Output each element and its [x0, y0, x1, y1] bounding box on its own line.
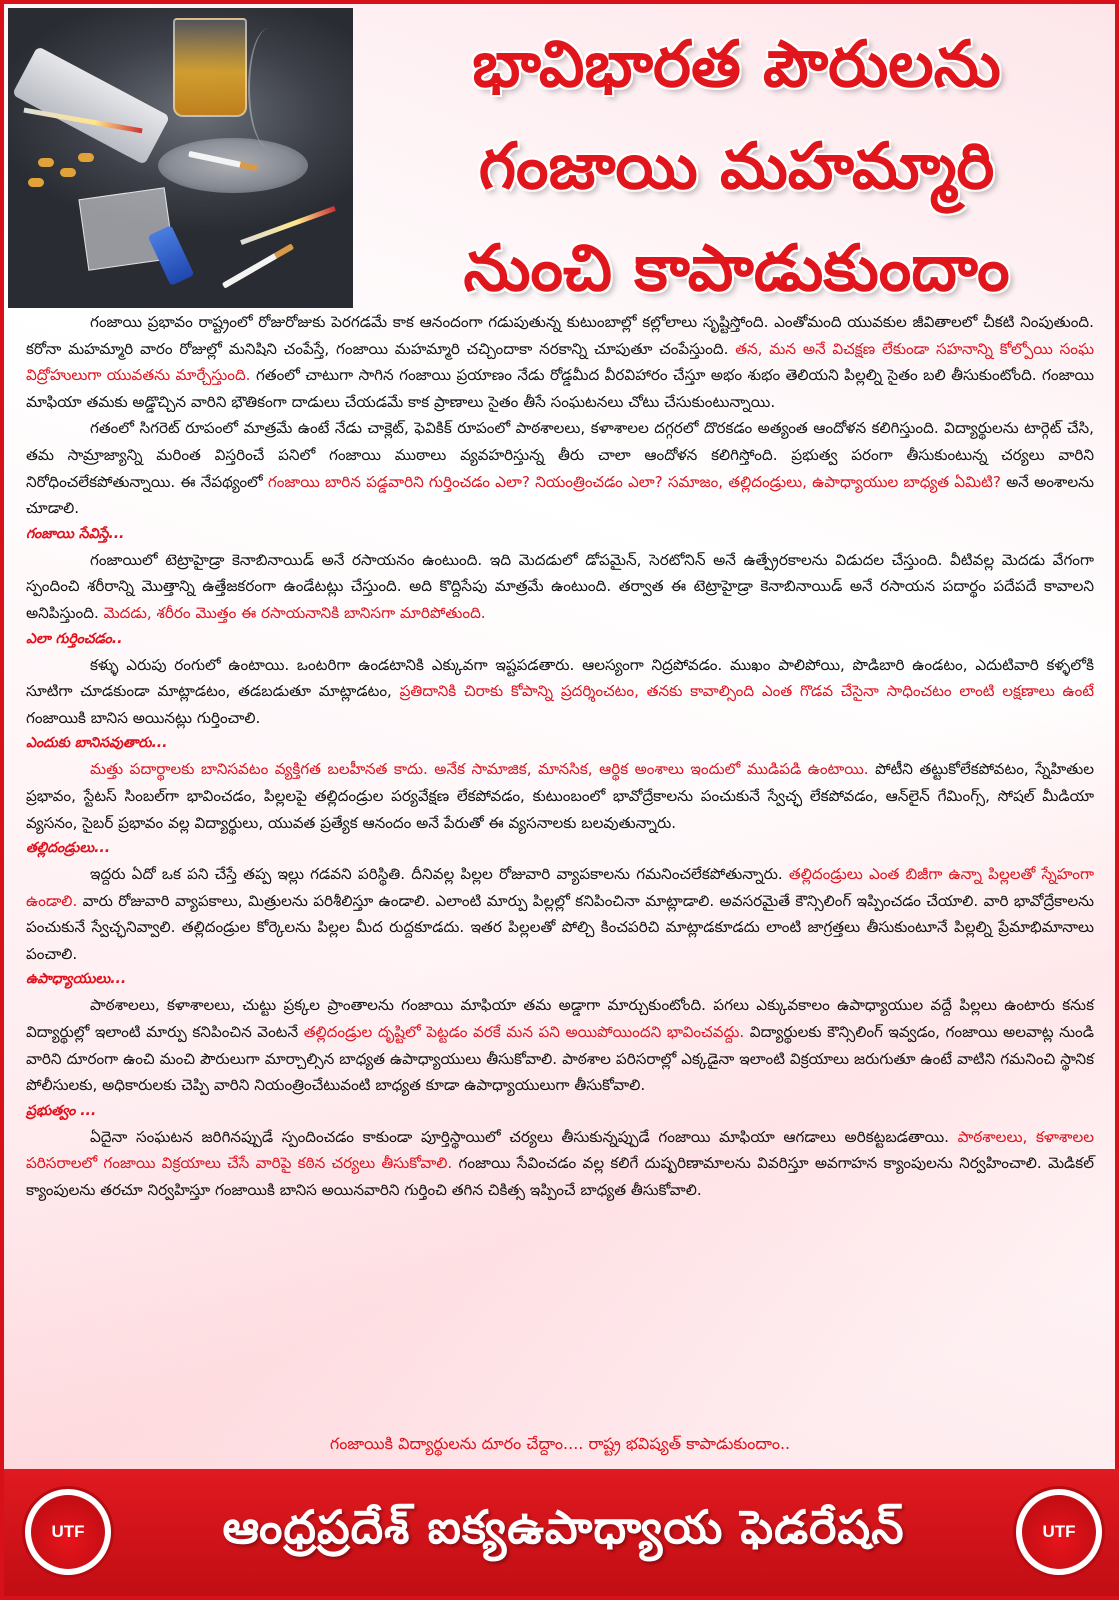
section-heading-effects: గంజాయి సేవిస్తే...	[26, 525, 125, 542]
footer-banner	[4, 1469, 1119, 1596]
text-run: గంజాయి ప్రభావం రాష్ట్రంలో రోజురోజుకు పెరగడమే కాక ఆనందంగా గడుపుతున్న కుటుంబాల్లో కల్లోలాలు సృష్టిస్తోంది. ఎంతోమంది యువకుల జీవితాలలో చీకటి నింపుతుంది. కరోనా మహమ్మారి వారం రోజుల్లో మనిషిని చంపేస్తే, గంజాయి మహమ్మారి చచ్చిందాకా నరకాన్ని చూపుతూ చంపేస్తుంది.	[26, 313, 1094, 358]
section-heading-teachers: ఉపాధ్యాయులు...	[26, 971, 127, 988]
highlight-text: తల్లిదండ్రుల దృష్టిలో పెట్టడం వరకే మన పని అయిపోయిందని భావించవద్దు.	[303, 1023, 745, 1042]
poster-title	[364, 22, 1109, 312]
text-run: వారు రోజువారి వ్యాపకాలు, మిత్రులను పరిశీలిస్తూ ఉండాలి. ఎలాంటి మార్పు పిల్లల్లో కనిపించినా మాట్లాడాలి. అవసరమైతే కౌన్సిలింగ్ ఇప్పించడం చేయాలి. వారి భావోద్రేకాలను పంచుకునే స్వేచ్ఛనివ్వాలి. తల్లిదండ్రుల కోర్కెలను పిల్లల మీద రుద్దకూడదు. ఇతర పిల్లలతో పోల్చి కించపరిచి మాట్లాడకూడదు లాంటి జాగ్రత్తలు తీసుకుంటూనే పిల్లల్ని ప్రేమాభిమానాలు పంచాలి.	[26, 891, 1095, 963]
text-run: అనే అంశాలను చూడాలి.	[26, 472, 1095, 518]
whisky-glass-graphic	[173, 18, 247, 117]
text-run: గంజాయికి బానిస అయినట్లు గుర్తించాలి.	[26, 708, 261, 727]
highlight-text: తన, మన అనే విచక్షణ లేకుండా సహనాన్ని కోల్పోయి సంఘ విద్రోహులుగా యువతను మార్చేస్తుంది.	[26, 339, 1095, 385]
intro-paragraph-2	[26, 415, 1094, 521]
section-heading-why-addicted: ఎందుకు బానిసవుతారు...	[26, 735, 168, 752]
utf-logo-text: UTF	[1022, 1495, 1096, 1569]
text-run: పోటీని తట్టుకోలేకపోవటం, స్నేహితుల ప్రభావం, స్టేటస్ సింబల్‌గా భావించడం, పిల్లలపై తల్లిదండ్రుల పర్యవేక్షణ లేకపోవడం, కుటుంబంలో భావోద్రేకాలను పంచుకునే స్వేచ్ఛ లేకపోవడం, ఆన్‌లైన్ గేమింగ్స్, సోషల్ మీడియా వ్యసనం, సైబర్ ప్రభావం వల్ల విద్యార్థులు, యువత ప్రత్యేక ఆనందం అనే పేరుతో ఈ వ్యసనాలకు బలవుతున్నారు.	[26, 760, 1094, 832]
utf-logo-text: UTF	[31, 1495, 105, 1569]
closing-slogan: గంజాయికి విద్యార్థులను దూరం చేద్దాం.... రాష్ట్ర భవిష్యత్ కాపాడుకుందాం..	[329, 1434, 791, 1453]
pill-graphic	[28, 178, 44, 187]
intro-paragraph-1	[26, 309, 1094, 415]
pill-bottle-graphic	[12, 46, 170, 165]
section-paragraph-why-addicted	[26, 756, 1094, 836]
text-run: పాఠశాలలు, కళాశాలలు, చుట్టు ప్రక్కల ప్రాంతాలను గంజాయి మాఫియా తమ అడ్డాగా మార్చుకుంటోంది. పగలు ఎక్కువకాలం ఉపాధ్యాయుల వద్దే పిల్లలు ఉంటారు కనుక విద్యార్థుల్లో ఇలాంటి మార్పు కనిపించిన వెంటనే	[26, 996, 1094, 1042]
syringe-graphic	[240, 206, 336, 245]
highlight-text: తల్లిదండ్రులు ఎంత బిజీగా ఉన్నా పిల్లలతో స్నేహంగా ఉండాలి.	[26, 865, 1094, 910]
text-run: గతంలో సిగరెట్ రూపంలో మాత్రమే ఉంటే నేడు చాక్లెట్, ఫెవికిక్ రూపంలో పాఠశాలలు, కళాశాలల దగ్గరలో దొరకడం అత్యంత ఆందోళన కలిగిస్తుంది. విద్యార్థులను టార్గెట్ చేసి, తమ సామ్రాజ్యాన్ని మరింత విస్తరించే పనిలో గంజాయి ముఠాలు వ్యవహరిస్తున్న తీరు చాలా ఆందోళన కలిగిస్తోంది. ప్రభుత్వ పరంగా తీసుకుంటున్న చర్యలు వారిని నిరోధించలేకపోతున్నాయి. ఈ నేపథ్యంలో	[26, 419, 1094, 491]
title-line-3: నుంచి కాపాడుకుందాం	[463, 232, 1010, 306]
smoke-graphic	[248, 28, 290, 148]
section-heading-parents: తల్లిదండ్రులు...	[26, 840, 111, 857]
section-heading-identify: ఎలా గుర్తించడం..	[26, 630, 123, 647]
text-run: కళ్ళు ఎరుపు రంగులో ఉంటాయి. ఒంటరిగా ఉండటానికి ఎక్కువగా ఇష్టపడతారు. ఆలస్యంగా నిద్రపోవడం. ముఖం పాలిపోయి, పొడిబారి ఉండటం, ఎదుటివారి కళ్ళలోకి సూటిగా చూడకుండా మాట్లాడటం, తడబడుతూ మాట్లాడటం,	[26, 655, 1094, 701]
article-body	[26, 309, 1094, 1449]
highlight-text: మత్తు పదార్థాలకు బానిసవటం వ్యక్తిగత బలహీనత కాదు. అనేక సామాజిక, మానసిక, ఆర్థిక అంశాలు ఇందులో ముడిపడి ఉంటాయి.	[90, 760, 869, 779]
section-paragraph-government	[26, 1124, 1094, 1204]
title-line-2: గంజాయి మహమ్మారి	[478, 130, 995, 204]
section-paragraph-teachers	[26, 992, 1094, 1098]
highlight-text: గంజాయి బారిన పడ్డవారిని గుర్తించడం ఎలా? నియంత్రించడం ఎలా? సమాజం, తల్లిదండ్రులు, ఉపాధ్యాయుల బాధ్యత ఏమిటి?	[267, 472, 1001, 491]
hero-photo-drugs	[8, 8, 353, 308]
title-line-1: భావిభారత పౌరులను	[472, 28, 1001, 102]
highlight-text: ప్రతిదానికి చిరాకు కోపాన్ని ప్రదర్శించటం, తనకు కావాల్సింది ఎంత గొడవ చేసైనా సాధించటం లాంటి లక్షణాలు ఉంటే	[399, 682, 1095, 701]
section-paragraph-identify	[26, 652, 1094, 732]
text-run: ఇద్దరు ఏదో ఒక పని చేస్తే తప్ప ఇల్లు గడవని పరిస్థితి. దీనివల్ల పిల్లల రోజువారి వ్యాపకాలను గమనించలేకపోతున్నారు.	[90, 865, 783, 884]
text-run: గంజాయిలో టెట్రాహైడ్రా కెనాబినాయిడ్ అనే రసాయనం ఉంటుంది. ఇది మెదడులో డోపమైన్, సెరటోనిన్ అనే ఉత్ప్రేరకాలను విడుదల చేస్తుంది. వీటివల్ల మెదడు వేగంగా స్పందించి శరీరాన్ని మొత్తాన్ని ఉత్తేజకరంగా ఉండేటట్లు చేస్తుంది. అది కొద్దిసేపు మాత్రమే ఉంటుంది. తర్వాత ఈ టెట్రాహైడ్రా కెనాబినాయిడ్ అనే రసాయన పదార్థం పదేపదే కావాలని అనిపిస్తుంది.	[26, 550, 1094, 622]
pill-graphic	[60, 168, 76, 177]
highlight-text: పాఠశాలలు, కళాశాలల పరిసరాలలో గంజాయి విక్రయాలు చేసే వారిపై కఠిన చర్యలు తీసుకోవాలి.	[26, 1127, 1094, 1173]
pill-graphic	[38, 158, 54, 167]
text-run: గతంలో చాటుగా సాగిన గంజాయి ప్రయాణం నేడు రోడ్డమీద వీరవిహారం చేస్తూ అభం శుభం తెలియని పిల్లల్ని సైతం బలి తీసుకుంటోంది. గంజాయి మాఫియా తమకు అడ్డొచ్చిన వారిని భౌతికంగా దాడులు చేయడమే కాక ప్రాణాలు సైతం తీసే సంఘటనలు చోటు చేసుకుంటున్నాయి.	[26, 366, 1095, 411]
utf-logo-icon	[22, 1486, 114, 1578]
section-paragraph-effects	[26, 547, 1094, 627]
utf-logo-icon	[1013, 1486, 1105, 1578]
text-run: గంజాయి సేవించడం వల్ల కలిగే దుష్పరిణామాలను వివరిస్తూ అవగాహన క్యాంపులను నిర్వహించాలి. మెడికల్ క్యాంపులను తరచూ నిర్వహిస్తూ గంజాయికి బానిస అయినవారిని గుర్తించి తగిన చికిత్స ఇప్పించే బాధ్యత తీసుకోవాలి.	[26, 1154, 1094, 1200]
pill-graphic	[78, 153, 94, 162]
text-run: ఏదైనా సంఘటన జరిగినప్పుడే స్పందించడం కాకుండా పూర్తిస్థాయిలో చర్యలు తీసుకున్నప్పుడే గంజాయి మాఫియా ఆగడాలు అరికట్టబడతాయి.	[90, 1127, 949, 1146]
text-run: విద్యార్థులకు కౌన్సిలింగ్ ఇవ్వడం, గంజాయి అలవాట్ల నుండి వారిని దూరంగా ఉంచి మంచి పౌరులుగా మార్చాల్సిన బాధ్యత ఉపాధ్యాయులు తీసుకోవాలి. పాఠశాల పరిసరాల్లో ఎక్కడైనా ఇలాంటి విక్రయాలు జరుగుతూ ఉంటే వాటిని గమనించి స్థానిక పోలీసులకు, అధికారులకు చెప్పి వారిని నియంత్రించేటువంటి బాధ్యత కూడా ఉపాధ్యాయులుగా తీసుకోవాలి.	[26, 1023, 1094, 1095]
organization-name: ఆంధ్రప్రదేశ్ ఐక్యఉపాధ్యాయ ఫెడరేషన్	[222, 1499, 905, 1554]
section-heading-government: ప్రభుత్వం ...	[26, 1102, 97, 1119]
cigarette-graphic	[222, 243, 294, 288]
section-paragraph-parents	[26, 861, 1094, 967]
highlight-text: మెదడు, శరీరం మొత్తం ఈ రసాయనానికి బానిసగా మారిపోతుంది.	[103, 603, 486, 622]
